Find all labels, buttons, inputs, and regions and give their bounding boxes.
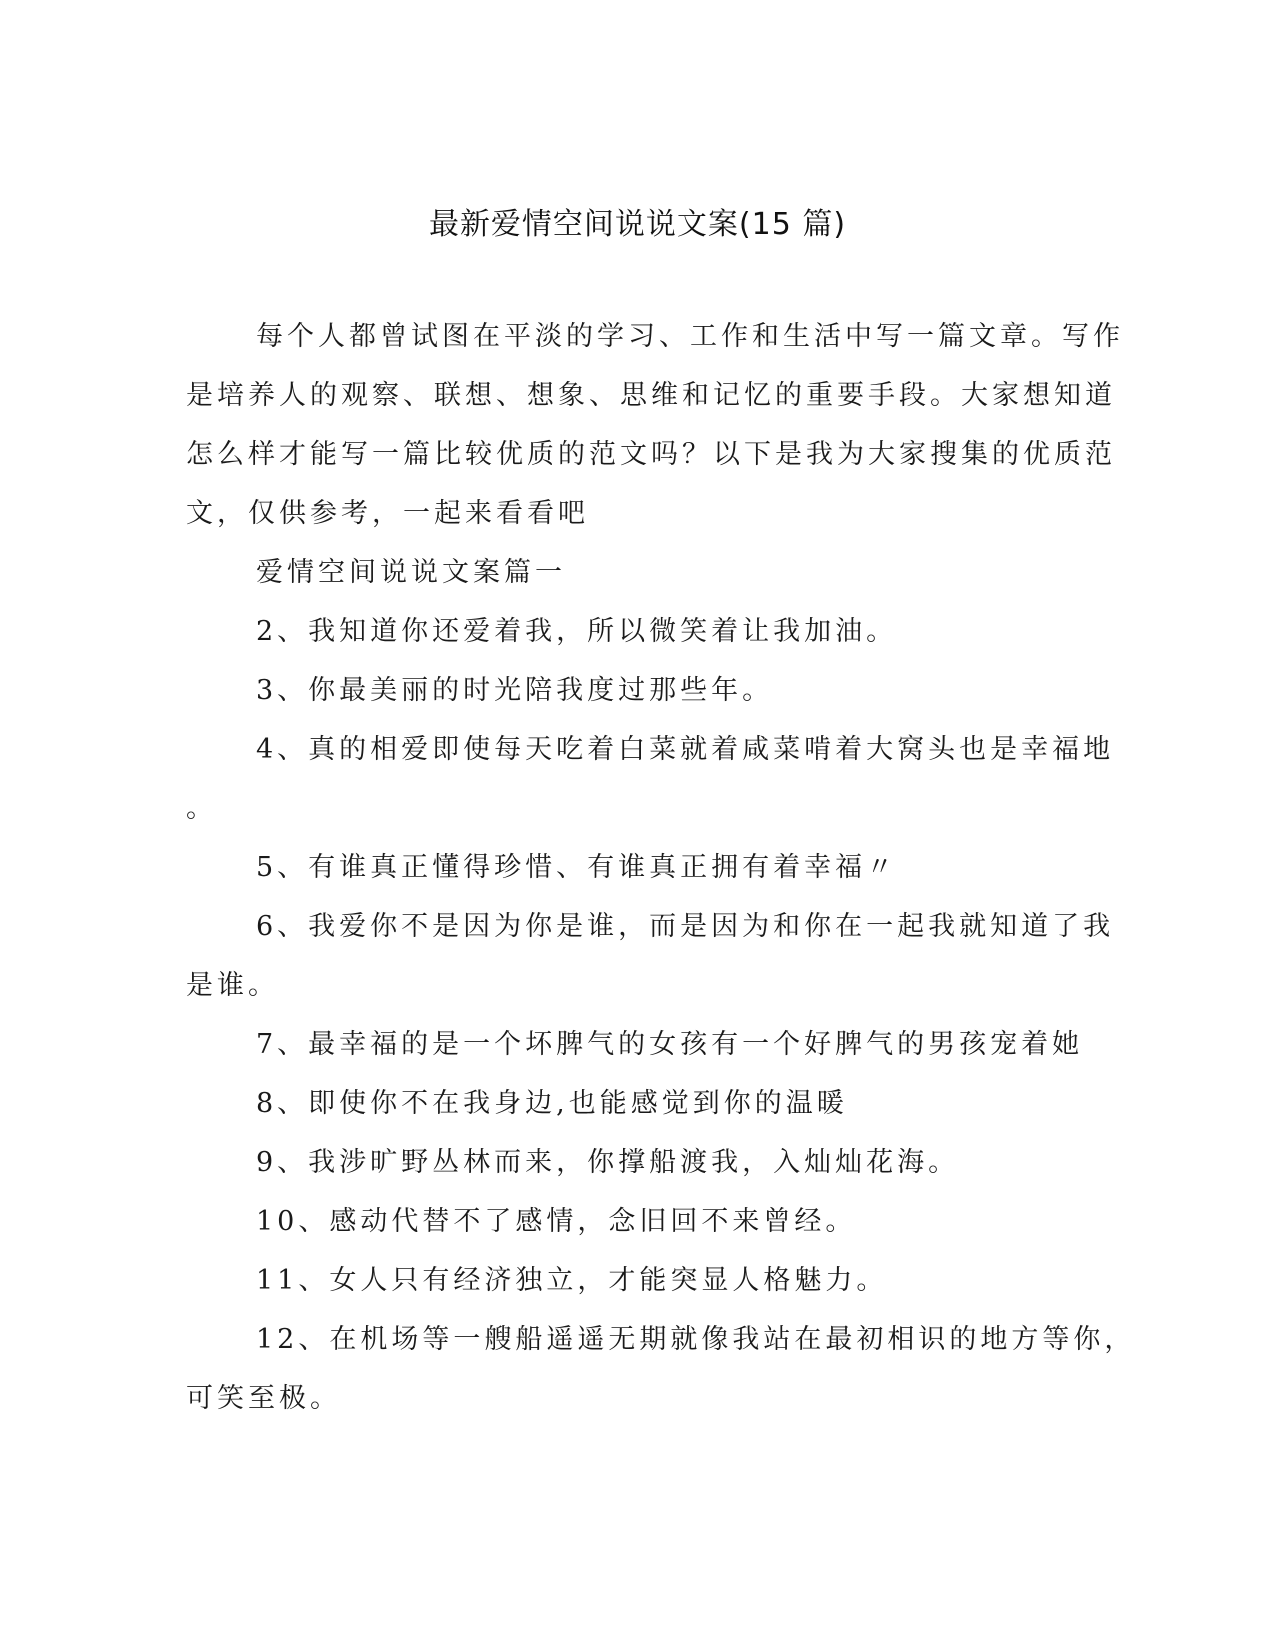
quote-item: 6、我爱你不是因为你是谁，而是因为和你在一起我就知道了我 [256,911,1115,942]
intro-line: 每个人都曾试图在平淡的学习、工作和生活中写一篇文章。写作 [256,321,1124,352]
quote-item: 3、你最美丽的时光陪我度过那些年。 [256,675,774,706]
quote-item: 2、我知道你还爱着我，所以微笑着让我加油。 [256,616,898,647]
quote-item: 11、女人只有经济独立，才能突显人格魅力。 [256,1265,888,1296]
quote-item-continuation: 是谁。 [186,970,279,1001]
quote-item: 7、最幸福的是一个坏脾气的女孩有一个好脾气的男孩宠着她 [256,1029,1084,1060]
document-title: 最新爱情空间说说文案(15 篇) [428,207,847,242]
intro-line: 怎么样才能写一篇比较优质的范文吗？以下是我为大家搜集的优质范 [186,439,1116,470]
quote-item: 5、有谁真正懂得珍惜、有谁真正拥有着幸福〃 [256,852,898,883]
quote-item: 8、即使你不在我身边,也能感觉到你的温暖 [256,1088,848,1119]
section-heading: 爱情空间说说文案篇一 [256,557,566,588]
intro-line: 是培养人的观察、联想、想象、思维和记忆的重要手段。大家想知道 [186,380,1116,411]
quote-item: 9、我涉旷野丛林而来，你撑船渡我，入灿灿花海。 [256,1147,960,1178]
quote-item: 10、感动代替不了感情，念旧回不来曾经。 [256,1206,857,1237]
quote-item-continuation: 可笑至极。 [186,1383,341,1414]
quote-item: 4、真的相爱即使每天吃着白菜就着咸菜啃着大窝头也是幸福地 [256,734,1115,765]
intro-line: 文，仅供参考，一起来看看吧 [186,498,589,529]
quote-item: 12、在机场等一艘船遥遥无期就像我站在最初相识的地方等你， [256,1324,1136,1355]
quote-item-continuation: 。 [186,793,217,824]
